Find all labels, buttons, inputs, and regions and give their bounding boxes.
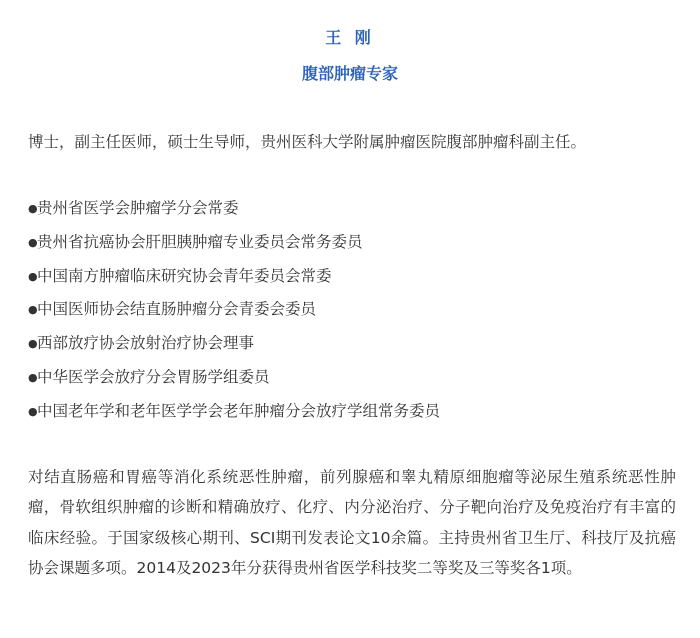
position-item xyxy=(28,331,678,365)
bullet-icon: ● xyxy=(28,404,38,418)
position-text: 西部放疗协会放射治疗协会理事 xyxy=(37,334,255,353)
positions-list xyxy=(28,196,678,433)
position-item xyxy=(28,230,678,264)
position-text: 中国医师协会结直肠肿瘤分会青委会委员 xyxy=(37,300,317,319)
doctor-specialty: 腹部肿瘤专家 xyxy=(301,64,398,83)
doctor-name: 王 刚 xyxy=(325,28,375,47)
position-item xyxy=(28,196,678,230)
position-text: 中国老年学和老年医学学会老年肿瘤分会放疗学组常务委员 xyxy=(37,401,441,420)
position-item xyxy=(28,297,678,331)
bullet-icon: ● xyxy=(28,303,38,317)
bullet-icon: ● xyxy=(28,269,38,283)
position-item xyxy=(28,264,678,298)
position-item xyxy=(28,365,678,399)
position-text: 贵州省抗癌协会肝胆胰肿瘤专业委员会常务委员 xyxy=(37,232,363,251)
position-text: 中华医学会放疗分会胃肠学组委员 xyxy=(37,367,270,386)
bullet-icon: ● xyxy=(28,370,38,384)
bullet-icon: ● xyxy=(28,337,38,351)
bullet-icon: ● xyxy=(28,235,38,249)
doctor-intro: 博士，副主任医师，硕士生导师，贵州医科大学附属肿瘤医院腹部肿瘤科副主任。 xyxy=(28,133,587,151)
position-item xyxy=(28,399,678,433)
position-text: 中国南方肿瘤临床研究协会青年委员会常委 xyxy=(37,266,332,285)
clinical-experience-paragraph: 对结直肠癌和胃癌等消化系统恶性肿瘤，前列腺癌和睾丸精原细胞瘤等泌尿生殖系统恶性肿瘤，骨软组织肿瘤的诊断和精确放疗、化疗、内分泌治疗、分子靶向治疗及免疫治疗有丰富的临床经验。于国家级核心期刊、SCI期刊发表论文10余篇。主持贵州省卫生厅、科技厅及抗癌协会课题多项。2014及2023年分获得贵州省医学科技奖二等奖及三等奖各1项。 xyxy=(28,468,676,578)
bullet-icon: ● xyxy=(28,202,38,215)
position-text: 贵州省医学会肿瘤学分会常委 xyxy=(37,199,239,217)
